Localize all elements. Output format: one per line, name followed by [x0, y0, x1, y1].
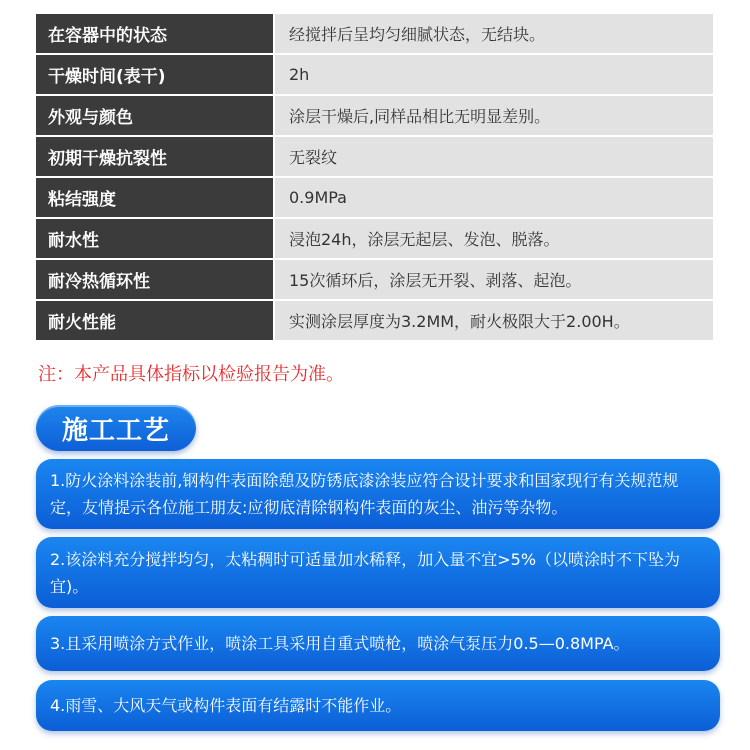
spec-value: 2h [275, 55, 713, 94]
spec-row [36, 178, 713, 217]
spec-value: 经搅拌后呈均匀细腻状态，无结块。 [275, 14, 713, 53]
spec-label: 外观与颜色 [36, 96, 273, 135]
spec-label: 耐水性 [36, 219, 273, 258]
process-step [36, 537, 720, 608]
spec-row [36, 137, 713, 176]
process-step-text: 4.雨雪、大风天气或构件表面有结露时不能作业。 [50, 696, 402, 715]
spec-row [36, 301, 713, 340]
spec-value: 0.9MPa [275, 178, 713, 217]
spec-label: 耐火性能 [36, 301, 273, 340]
spec-value: 无裂纹 [275, 137, 713, 176]
spec-row [36, 260, 713, 299]
process-step [36, 616, 720, 671]
spec-value: 涂层干燥后,同样品相比无明显差别。 [275, 96, 713, 135]
process-step [36, 459, 720, 529]
spec-table [36, 14, 713, 342]
spec-row [36, 55, 713, 94]
disclaimer-note: 注：本产品具体指标以检验报告为准。 [38, 364, 344, 385]
section-title-badge [36, 405, 196, 451]
spec-label: 初期干燥抗裂性 [36, 137, 273, 176]
process-step-text: 3.且采用喷涂方式作业，喷涂工具采用自重式喷枪，喷涂气泵压力0.5—0.8MPA。 [50, 634, 630, 653]
spec-label: 在容器中的状态 [36, 14, 273, 53]
spec-value: 浸泡24h，涂层无起层、发泡、脱落。 [275, 219, 713, 258]
spec-value: 实测涂层厚度为3.2MM，耐火极限大于2.00H。 [275, 301, 713, 340]
process-step-text: 1.防火涂料涂装前,钢构件表面除憩及防锈底漆涂装应符合设计要求和国家现行有关规范规定，友情提示各位施工朋友:应彻底清除钢构件表面的灰尘、油污等杂物。 [50, 471, 679, 517]
spec-value: 15次循环后，涂层无开裂、剥落、起泡。 [275, 260, 713, 299]
section-title: 施工工艺 [61, 415, 170, 446]
process-step [36, 680, 720, 731]
process-step-text: 2.该涂料充分搅拌均匀，太粘稠时可适量加水稀释，加入量不宜>5%（以喷涂时不下坠为宜)。 [50, 549, 681, 596]
spec-label: 粘结强度 [36, 178, 273, 217]
spec-label: 干燥时间(表干) [36, 55, 273, 94]
spec-label: 耐冷热循环性 [36, 260, 273, 299]
spec-row [36, 14, 713, 53]
spec-row [36, 219, 713, 258]
spec-row [36, 96, 713, 135]
